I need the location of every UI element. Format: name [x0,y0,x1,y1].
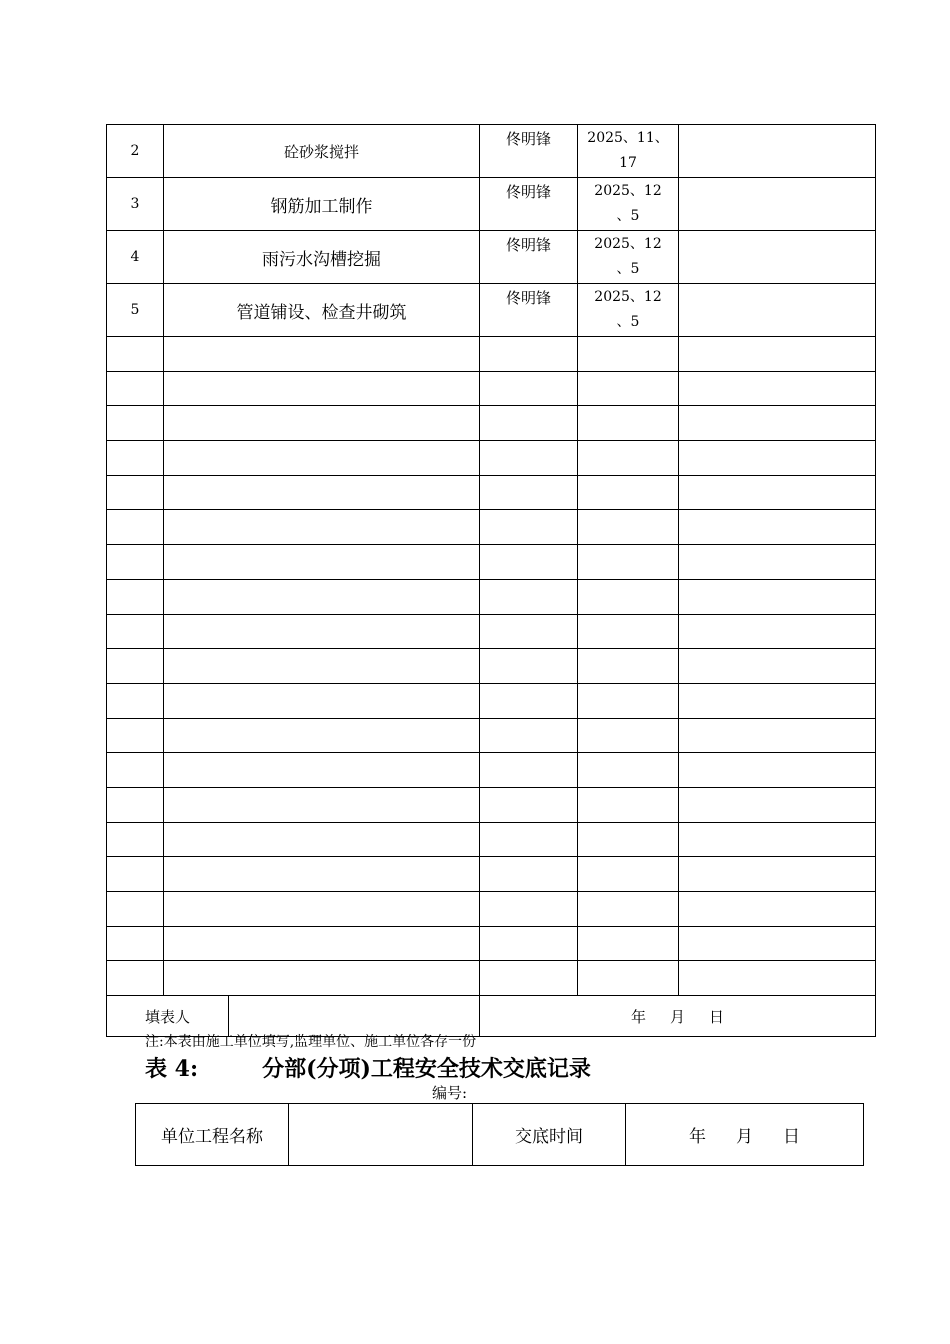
remark-cell[interactable] [679,510,876,545]
row-number[interactable] [107,822,164,857]
date-year: 年 [630,1007,646,1026]
person-name[interactable] [480,510,578,545]
person-name[interactable] [480,683,578,718]
remark-cell[interactable] [679,718,876,753]
row-number[interactable] [107,926,164,961]
row-number[interactable] [107,649,164,684]
row-number: 2 [107,125,164,178]
remark-cell[interactable] [679,545,876,580]
task-name[interactable] [164,892,480,927]
table-row [107,579,876,614]
date-cell[interactable] [578,892,679,927]
table-row [107,284,876,337]
person-name[interactable] [480,926,578,961]
task-name[interactable] [164,510,480,545]
filler-label: 填表人 [107,996,229,1037]
task-name[interactable] [164,718,480,753]
remark-cell [679,284,876,337]
date-cell [578,125,679,178]
date-cell[interactable] [578,787,679,822]
unit-name-value[interactable] [289,1104,473,1166]
row-number[interactable] [107,892,164,927]
section-title [145,1052,591,1083]
person-name: 佟明锋 [480,178,578,231]
row-number[interactable] [107,683,164,718]
date-line1: 2025、11、 [587,130,669,146]
task-name[interactable] [164,857,480,892]
person-name: 佟明锋 [480,284,578,337]
table-row [107,718,876,753]
section-prefix: 表 4: [145,1056,199,1082]
table-row [107,510,876,545]
date-cell[interactable] [578,649,679,684]
date-line2: 、5 [616,314,640,330]
task-name[interactable] [164,649,480,684]
date-month: 月 [670,1007,686,1026]
person-name: 佟明锋 [480,125,578,178]
date-line2: 17 [619,155,637,171]
person-name: 佟明锋 [480,231,578,284]
date-cell[interactable] [578,545,679,580]
task-name: 管道铺设、检查井砌筑 [164,284,480,337]
filler-date[interactable] [480,996,876,1037]
table-row [107,406,876,441]
remark-cell[interactable] [679,753,876,788]
table-row [107,961,876,996]
row-number[interactable] [107,406,164,441]
remark-cell[interactable] [679,614,876,649]
table-row [107,683,876,718]
row-number[interactable] [107,857,164,892]
remark-cell[interactable] [679,683,876,718]
handover-time-label: 交底时间 [473,1104,626,1166]
date-cell[interactable] [578,614,679,649]
remark-cell[interactable] [679,579,876,614]
date-cell[interactable] [578,510,679,545]
date-cell[interactable] [578,579,679,614]
person-name[interactable] [480,961,578,996]
serial-number-label: 编号: [432,1084,468,1102]
task-name[interactable] [164,441,480,476]
row-number[interactable] [107,579,164,614]
date-line1: 2025、12 [594,236,662,252]
task-name[interactable] [164,545,480,580]
date-cell[interactable] [578,961,679,996]
date-line1: 2025、12 [594,289,662,305]
date-cell [578,231,679,284]
row-number[interactable] [107,441,164,476]
table-row [107,178,876,231]
task-name[interactable] [164,475,480,510]
task-name[interactable] [164,753,480,788]
row-number[interactable] [107,475,164,510]
date-day: 日 [783,1127,800,1147]
row-number[interactable] [107,510,164,545]
date-cell[interactable] [578,926,679,961]
remark-cell[interactable] [679,337,876,372]
person-name[interactable] [480,475,578,510]
person-name[interactable] [480,822,578,857]
person-name[interactable] [480,337,578,372]
person-name[interactable] [480,614,578,649]
table-row [107,857,876,892]
row-number: 4 [107,231,164,284]
date-cell[interactable] [578,406,679,441]
remark-cell[interactable] [679,406,876,441]
remark-cell[interactable] [679,892,876,927]
table-row [107,926,876,961]
table-row [107,892,876,927]
date-cell[interactable] [578,718,679,753]
person-name[interactable] [480,857,578,892]
task-name[interactable] [164,926,480,961]
date-line1: 2025、12 [594,183,662,199]
row-number: 5 [107,284,164,337]
row-number[interactable] [107,787,164,822]
date-cell[interactable] [578,441,679,476]
person-name[interactable] [480,579,578,614]
person-name[interactable] [480,406,578,441]
remark-cell[interactable] [679,787,876,822]
person-name[interactable] [480,718,578,753]
task-name: 钢筋加工制作 [164,178,480,231]
table-row [107,441,876,476]
table-row [107,371,876,406]
table-row [107,649,876,684]
person-name[interactable] [480,371,578,406]
date-cell[interactable] [578,753,679,788]
person-name[interactable] [480,892,578,927]
handover-time-value[interactable] [626,1104,864,1166]
row-number[interactable] [107,337,164,372]
table-row [107,125,876,178]
task-name: 雨污水沟槽挖掘 [164,231,480,284]
task-name: 砼砂浆搅拌 [164,125,480,178]
table-row [107,787,876,822]
task-name[interactable] [164,787,480,822]
date-cell[interactable] [578,371,679,406]
table-row [107,545,876,580]
date-cell[interactable] [578,475,679,510]
table-row [107,614,876,649]
task-name[interactable] [164,406,480,441]
table-row [107,822,876,857]
row-number[interactable] [107,371,164,406]
row-number[interactable] [107,718,164,753]
task-name[interactable] [164,371,480,406]
unit-name-label: 单位工程名称 [136,1104,289,1166]
task-name[interactable] [164,683,480,718]
table-row [107,231,876,284]
table-row [107,753,876,788]
task-name[interactable] [164,579,480,614]
date-cell[interactable] [578,337,679,372]
handover-list-table [106,124,876,1037]
remark-cell[interactable] [679,371,876,406]
date-year: 年 [689,1127,706,1147]
date-cell[interactable] [578,857,679,892]
table-row [107,337,876,372]
date-month: 月 [736,1127,753,1147]
remark-cell [679,178,876,231]
task-name[interactable] [164,822,480,857]
date-line2: 、5 [616,261,640,277]
date-cell[interactable] [578,822,679,857]
row-number[interactable] [107,961,164,996]
date-cell [578,284,679,337]
row-number[interactable] [107,545,164,580]
remark-cell [679,125,876,178]
table-row [107,475,876,510]
row-number[interactable] [107,614,164,649]
remark-cell[interactable] [679,475,876,510]
person-name[interactable] [480,441,578,476]
person-name[interactable] [480,545,578,580]
date-day: 日 [709,1007,725,1026]
date-cell [578,178,679,231]
remark-cell[interactable] [679,649,876,684]
remark-cell [679,231,876,284]
person-name[interactable] [480,649,578,684]
remark-cell[interactable] [679,441,876,476]
task-name[interactable] [164,337,480,372]
row-number[interactable] [107,753,164,788]
remark-cell[interactable] [679,822,876,857]
table-row [136,1104,864,1166]
date-cell[interactable] [578,683,679,718]
project-info-table [135,1103,864,1166]
remark-cell[interactable] [679,857,876,892]
task-name[interactable] [164,614,480,649]
person-name[interactable] [480,753,578,788]
remark-cell[interactable] [679,961,876,996]
task-name[interactable] [164,961,480,996]
remark-cell[interactable] [679,926,876,961]
section-heading: 分部(分项)工程安全技术交底记录 [262,1056,591,1082]
row-number: 3 [107,178,164,231]
person-name[interactable] [480,787,578,822]
date-line2: 、5 [616,208,640,224]
table-footnote: 注:本表由施工单位填写,监理单位、施工单位各存一份 [145,1034,477,1050]
